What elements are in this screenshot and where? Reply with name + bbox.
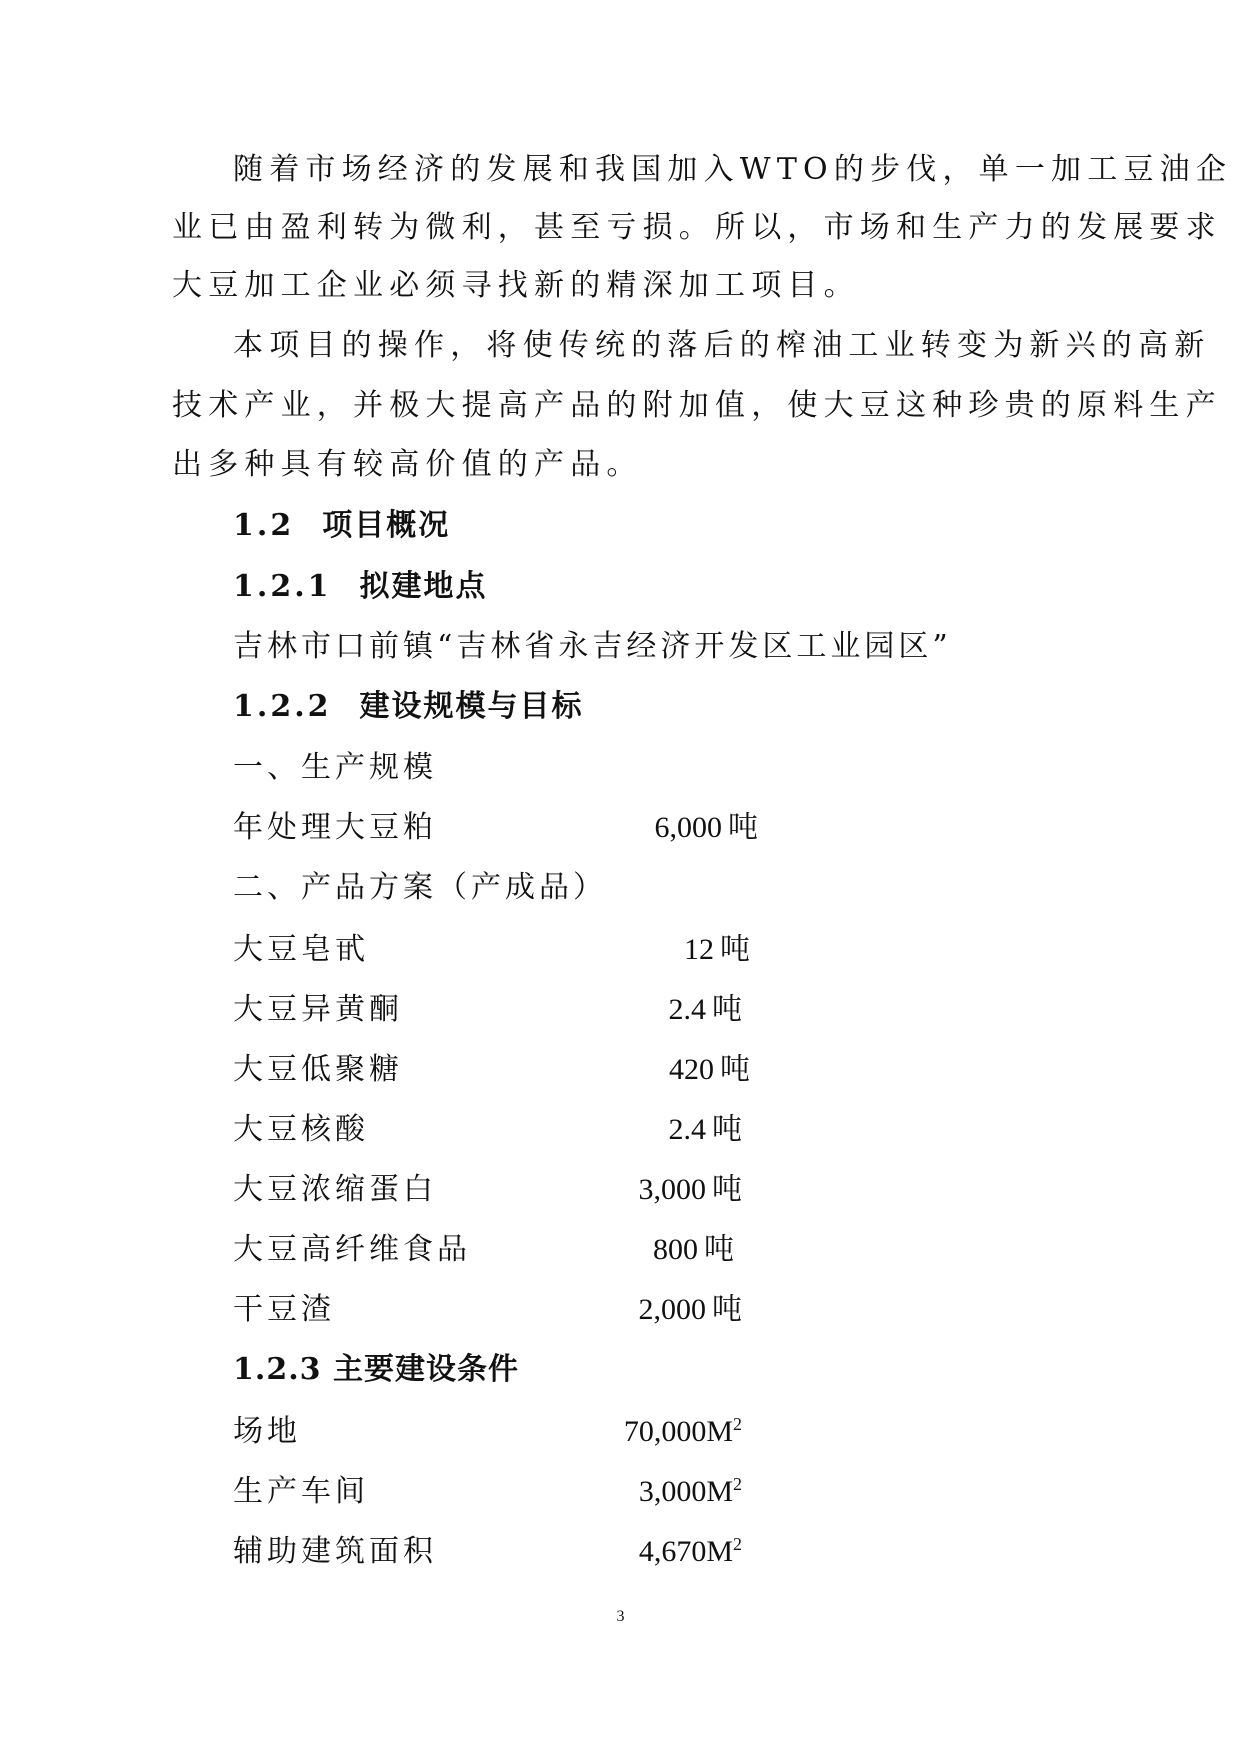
condition-row-value bbox=[560, 1472, 742, 1512]
condition-row-value bbox=[560, 1412, 742, 1452]
scale-row-label: 年处理大豆粕 bbox=[233, 810, 437, 845]
product-row-label: 大豆皂甙 bbox=[233, 932, 369, 967]
product-row-value bbox=[600, 1050, 750, 1090]
product-row-value bbox=[600, 1290, 742, 1330]
product-row-value bbox=[600, 990, 742, 1030]
product-row-unit: 吨 bbox=[712, 1172, 742, 1207]
scale-heading: 一、生产规模 bbox=[233, 750, 437, 785]
product-row-value bbox=[600, 1230, 734, 1270]
scale-row-number: 6,000 bbox=[654, 811, 722, 844]
product-row-number: 2.4 bbox=[668, 993, 706, 1026]
section-1-2-2-title: 建设规模与目标 bbox=[359, 689, 584, 724]
product-row-label: 大豆核酸 bbox=[233, 1112, 369, 1147]
condition-row-sup: 2 bbox=[733, 1414, 742, 1434]
section-1-2-3-heading: 1.2.3 主要建设条件 bbox=[233, 1352, 519, 1387]
condition-row-label: 辅助建筑面积 bbox=[233, 1534, 437, 1569]
products-heading: 二、产品方案（产成品） bbox=[233, 870, 607, 905]
product-row-number: 2,000 bbox=[638, 1293, 706, 1326]
scale-row-unit: 吨 bbox=[728, 810, 758, 845]
condition-row-sup: 2 bbox=[733, 1474, 742, 1494]
section-1-2-2-number: 1.2.2 bbox=[233, 689, 332, 724]
product-row-number: 3,000 bbox=[638, 1173, 706, 1206]
condition-row-number: 3,000M bbox=[638, 1475, 733, 1508]
product-row-label: 干豆渣 bbox=[233, 1292, 335, 1327]
section-1-2-1-title: 拟建地点 bbox=[359, 569, 488, 604]
product-row-unit: 吨 bbox=[720, 1052, 750, 1087]
product-row-number: 420 bbox=[669, 1053, 714, 1086]
product-row-label: 大豆异黄酮 bbox=[233, 992, 403, 1027]
location-text: 吉林市口前镇“吉林省永吉经济开发区工业园区” bbox=[233, 629, 952, 664]
intro-p1-line-1: 随着市场经济的发展和我国加入WTO的步伐，单一加工豆油企 bbox=[233, 152, 1233, 187]
product-row-label: 大豆浓缩蛋白 bbox=[233, 1172, 437, 1207]
product-row-unit: 吨 bbox=[712, 992, 742, 1027]
condition-row-label: 场地 bbox=[233, 1414, 301, 1449]
scale-row-value bbox=[600, 808, 758, 848]
product-row-number: 2.4 bbox=[668, 1113, 706, 1146]
intro-p1-line-2: 业已由盈利转为微利，甚至亏损。所以，市场和生产力的发展要求 bbox=[172, 210, 1222, 245]
product-row-value bbox=[600, 930, 750, 970]
product-row-label: 大豆低聚糖 bbox=[233, 1052, 403, 1087]
intro-p2-line-1: 本项目的操作，将使传统的落后的榨油工业转变为新兴的高新 bbox=[233, 328, 1211, 363]
condition-row-label: 生产车间 bbox=[233, 1474, 369, 1509]
product-row-unit: 吨 bbox=[712, 1292, 742, 1327]
product-row-value bbox=[600, 1110, 742, 1150]
section-1-2-1-number: 1.2.1 bbox=[233, 569, 332, 604]
condition-row-value bbox=[560, 1532, 742, 1572]
page-number: 3 bbox=[616, 1608, 625, 1625]
product-row-unit: 吨 bbox=[712, 1112, 742, 1147]
product-row-number: 12 bbox=[684, 933, 714, 966]
condition-row-number: 4,670M bbox=[638, 1535, 733, 1568]
product-row-unit: 吨 bbox=[704, 1232, 734, 1267]
section-1-2-heading bbox=[233, 506, 450, 546]
section-1-2-2-heading bbox=[233, 687, 584, 727]
section-1-2-1-heading bbox=[233, 567, 488, 607]
product-row-value bbox=[600, 1170, 742, 1210]
product-row-number: 800 bbox=[653, 1233, 698, 1266]
condition-row-sup: 2 bbox=[733, 1534, 742, 1554]
product-row-unit: 吨 bbox=[720, 932, 750, 967]
section-1-2-title: 项目概况 bbox=[322, 508, 451, 543]
intro-p1-line-3: 大豆加工企业必须寻找新的精深加工项目。 bbox=[172, 268, 860, 303]
section-1-2-number: 1.2 bbox=[233, 508, 295, 543]
intro-p2-line-2: 技术产业，并极大提高产品的附加值，使大豆这种珍贵的原料生产 bbox=[172, 388, 1222, 423]
condition-row-number: 70,000M bbox=[623, 1415, 733, 1448]
intro-p2-line-3: 出多种具有较高价值的产品。 bbox=[172, 447, 643, 482]
product-row-label: 大豆高纤维食品 bbox=[233, 1232, 471, 1267]
